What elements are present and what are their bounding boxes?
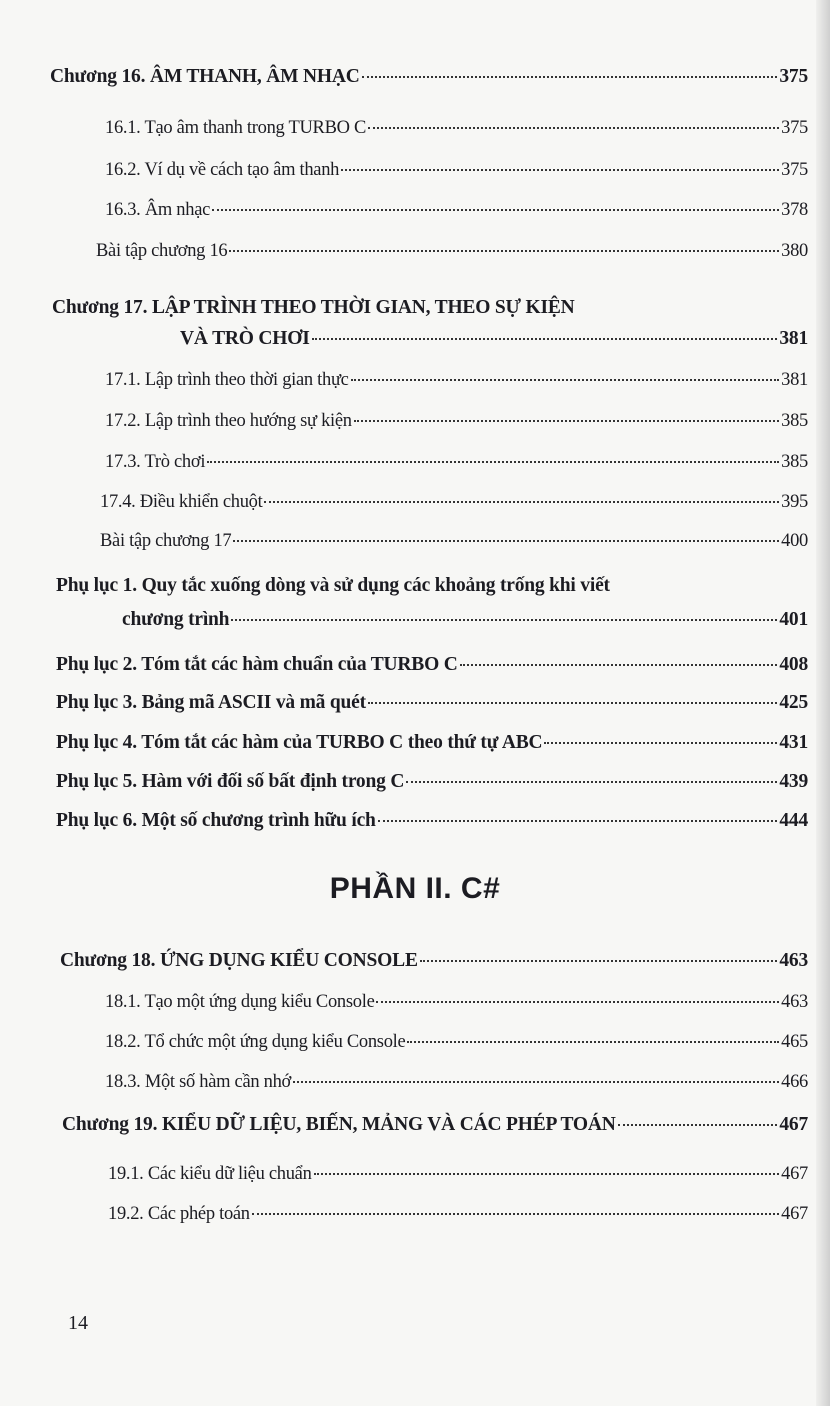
entry-page: 400 [781, 531, 808, 551]
toc-entry-chapter-17[interactable] [180, 328, 808, 350]
entry-page: 375 [781, 160, 808, 180]
entry-page: 431 [779, 732, 808, 753]
appendix-1-title-line1: Phụ lục 1. Quy tắc xuống dòng và sử dụng các khoảng trống khi viết [56, 575, 610, 596]
entry-label: 18.1. Tạo một ứng dụng kiểu Console [105, 992, 375, 1012]
entry-label: 17.1. Lập trình theo thời gian thực [105, 370, 349, 390]
dot-leader [460, 664, 778, 666]
entry-label: chương trình [122, 609, 230, 630]
toc-entry-appendix-1[interactable] [122, 609, 808, 631]
toc-entry-19-1[interactable] [108, 1164, 808, 1185]
toc-entry-18-1[interactable] [105, 992, 808, 1013]
toc-entry-appendix-5[interactable] [56, 771, 808, 793]
entry-label: 16.1. Tạo âm thanh trong TURBO C [105, 118, 367, 138]
entry-page: 381 [781, 370, 808, 390]
dot-leader [207, 461, 779, 463]
entry-page: 463 [779, 950, 808, 971]
page-number: 14 [68, 1312, 88, 1334]
dot-leader [293, 1081, 779, 1083]
entry-page: 385 [781, 452, 808, 472]
entry-label: Chương 18. ỨNG DỤNG KIỂU CONSOLE [60, 950, 418, 971]
entry-page: 380 [781, 241, 808, 261]
entry-label: 16.2. Ví dụ về cách tạo âm thanh [105, 160, 340, 180]
dot-leader [354, 420, 779, 422]
toc-entry-18-2[interactable] [105, 1032, 808, 1053]
toc-entry-16-1[interactable] [105, 118, 808, 139]
entry-label: Phụ lục 6. Một số chương trình hữu ích [56, 810, 376, 831]
entry-label: 19.1. Các kiểu dữ liệu chuẩn [108, 1164, 312, 1184]
entry-page: 385 [781, 411, 808, 431]
chapter-17-title-line1: Chương 17. LẬP TRÌNH THEO THỜI GIAN, THEO SỰ KIỆN [52, 297, 575, 318]
entry-label: 18.2. Tổ chức một ứng dụng kiểu Console [105, 1032, 406, 1052]
toc-entry-appendix-4[interactable] [56, 732, 808, 754]
toc-entry-16-3[interactable] [105, 200, 808, 221]
entry-label: Bài tập chương 16 [96, 241, 228, 261]
toc-entry-exercises-17[interactable] [100, 531, 808, 552]
entry-page: 444 [779, 810, 808, 831]
dot-leader [231, 619, 777, 621]
dot-leader [212, 209, 779, 211]
toc-entry-19-2[interactable] [108, 1204, 808, 1225]
entry-page: 375 [781, 118, 808, 138]
toc-entry-16-2[interactable] [105, 160, 808, 181]
toc-entry-17-3[interactable] [105, 452, 808, 473]
entry-label: Phụ lục 5. Hàm với đối số bất định trong C [56, 771, 405, 792]
dot-leader [312, 338, 778, 340]
entry-page: 408 [779, 654, 808, 675]
dot-leader [368, 127, 779, 129]
dot-leader [351, 379, 780, 381]
entry-label: Bài tập chương 17 [100, 531, 232, 551]
entry-label: 17.4. Điều khiển chuột [100, 492, 263, 512]
toc-entry-exercises-16[interactable] [96, 241, 808, 262]
entry-page: 425 [779, 692, 808, 713]
toc-entry-chapter-16[interactable] [50, 66, 808, 88]
toc-entry-chapter-19[interactable] [62, 1114, 808, 1136]
entry-label: Phụ lục 4. Tóm tắt các hàm của TURBO C theo thứ tự ABC [56, 732, 543, 753]
toc-entry-appendix-3[interactable] [56, 692, 808, 714]
entry-label: Phụ lục 2. Tóm tắt các hàm chuẩn của TURBO C [56, 654, 458, 675]
toc-entry-appendix-2[interactable] [56, 654, 808, 676]
entry-label: 19.2. Các phép toán [108, 1204, 250, 1224]
entry-label: 16.3. Âm nhạc [105, 200, 211, 220]
entry-label: 18.3. Một số hàm cần nhớ [105, 1072, 292, 1092]
entry-page: 401 [779, 609, 808, 630]
dot-leader [229, 250, 779, 252]
entry-page: 378 [781, 200, 808, 220]
entry-page: 463 [781, 992, 808, 1012]
toc-entry-17-2[interactable] [105, 411, 808, 432]
dot-leader [341, 169, 779, 171]
entry-page: 375 [779, 66, 808, 87]
dot-leader [252, 1213, 779, 1215]
toc-entry-17-1[interactable] [105, 370, 808, 391]
dot-leader [420, 960, 778, 962]
toc-entry-17-4[interactable] [100, 492, 808, 513]
dot-leader [406, 781, 777, 783]
toc-entry-appendix-6[interactable] [56, 810, 808, 832]
dot-leader [368, 702, 777, 704]
toc-entry-18-3[interactable] [105, 1072, 808, 1093]
entry-page: 395 [781, 492, 808, 512]
entry-label: 17.2. Lập trình theo hướng sự kiện [105, 411, 352, 431]
entry-page: 381 [779, 328, 808, 349]
dot-leader [233, 540, 779, 542]
part-heading: PHẦN II. C# [329, 872, 501, 905]
entry-page: 467 [781, 1164, 808, 1184]
dot-leader [314, 1173, 780, 1175]
entry-label: 17.3. Trò chơi [105, 452, 206, 472]
entry-page: 465 [781, 1032, 808, 1052]
dot-leader [376, 1001, 779, 1003]
dot-leader [618, 1124, 778, 1126]
entry-page: 439 [779, 771, 808, 792]
dot-leader [544, 742, 777, 744]
dot-leader [378, 820, 778, 822]
dot-leader [264, 501, 779, 503]
dot-leader [362, 76, 778, 78]
entry-label: Chương 19. KIỂU DỮ LIỆU, BIẾN, MẢNG VÀ CÁC PHÉP TOÁN [62, 1114, 616, 1135]
toc-entry-chapter-18[interactable] [60, 950, 808, 972]
page-edge-shadow [816, 0, 830, 1406]
dot-leader [407, 1041, 779, 1043]
entry-page: 467 [781, 1204, 808, 1224]
entry-label: Phụ lục 3. Bảng mã ASCII và mã quét [56, 692, 366, 713]
entry-label: VÀ TRÒ CHƠI [180, 328, 310, 349]
entry-label: Chương 16. ÂM THANH, ÂM NHẠC [50, 66, 360, 87]
entry-page: 466 [781, 1072, 808, 1092]
entry-page: 467 [779, 1114, 808, 1135]
